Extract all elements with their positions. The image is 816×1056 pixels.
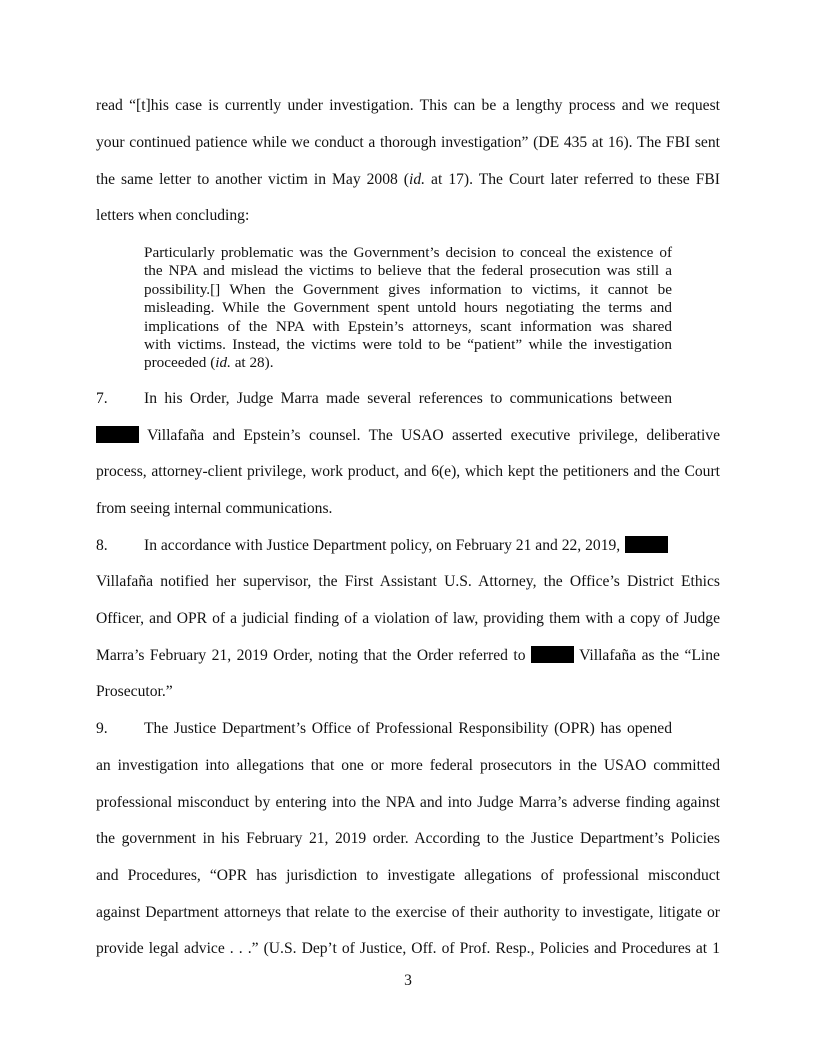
para-8-line-5: Prosecutor.” [96, 683, 173, 700]
para-9-number: 9. [96, 720, 108, 737]
para-8-number: 8. [96, 537, 108, 554]
para-8-line-1 [48, 536, 720, 556]
para-8-line-2: Villafaña notified her supervisor, the First Assistant U.S. Attorney, the Office’s District Ethics [96, 573, 720, 590]
para-8-text-4b: Villafaña as the “Line [573, 647, 720, 664]
para-9-line-5: and Procedures, “OPR has jurisdiction to investigate allegations of professional misconduct [96, 867, 720, 884]
redaction-block [531, 646, 574, 663]
block-quote [144, 244, 672, 373]
intro-line-3 [96, 170, 720, 190]
intro-line-4: letters when concluding: [96, 207, 250, 224]
intro-line-3-a: the same letter to another victim in May 2008 ( [96, 171, 410, 188]
para-9-line-3: professional misconduct by entering into the NPA and into Judge Marra’s adverse finding against [96, 794, 720, 811]
para-7-line-1 [48, 389, 720, 409]
para-8-text-1: In accordance with Justice Department policy, on February 21 and 22, 2019, [144, 537, 621, 554]
para-7-line-3: process, attorney-client privilege, work product, and 6(e), which kept the petitioners and the Court [96, 463, 720, 480]
intro-line-3-b: at 17). The Court later referred to these FBI [425, 171, 720, 188]
quote-last-a: proceeded ( [144, 354, 216, 372]
id-citation: id. [409, 171, 426, 188]
para-9-line-4: the government in his February 21, 2019 order. According to the Justice Department’s Policies [96, 830, 720, 847]
para-8-line-3: Officer, and OPR of a judicial finding of a violation of law, providing them with a copy of Judge [96, 610, 720, 627]
para-7-text-1: In his Order, Judge Marra made several references to communications between [144, 390, 672, 407]
para-8-text-4a: Marra’s February 21, 2019 Order, noting that the Order referred to [96, 647, 531, 664]
para-9-text-1: The Justice Department’s Office of Professional Responsibility (OPR) has opened [144, 720, 672, 737]
para-9-line-6: against Department attorneys that relate to the exercise of their authority to investigate, litigate or [96, 904, 720, 921]
page-number: 3 [404, 972, 412, 989]
quote-line: with victims. Instead, the victims were told to be “patient” while the investigation [144, 336, 672, 354]
para-9-line-2: an investigation into allegations that one or more federal prosecutors in the USAO committed [96, 757, 720, 774]
para-9-line-1 [48, 719, 720, 739]
para-7-line-4: from seeing internal communications. [96, 500, 333, 517]
intro-line-2: your continued patience while we conduct a thorough investigation” (DE 435 at 16). The FBI sent [96, 134, 720, 151]
para-7-number: 7. [96, 390, 108, 407]
para-7-text-2: Villafaña and Epstein’s counsel. The USAO asserted executive privilege, deliberative [139, 427, 720, 444]
redaction-block [625, 536, 668, 553]
quote-line: the NPA and mislead the victims to believe that the federal prosecution was still a [144, 262, 672, 280]
quote-line: Particularly problematic was the Government’s decision to conceal the existence of [144, 244, 672, 261]
quote-last-b: at 28). [230, 354, 274, 372]
para-7-line-2 [96, 426, 720, 446]
quote-line-last [144, 354, 672, 372]
quote-line: implications of the NPA with Epstein’s attorneys, scant information was shared [144, 317, 672, 335]
para-9-line-7: provide legal advice . . .” (U.S. Dep’t of Justice, Off. of Prof. Resp., Policies and Procedures at 1 [96, 940, 720, 957]
quote-id-citation: id. [215, 354, 231, 372]
redaction-block [96, 426, 139, 443]
para-8-line-4 [96, 646, 720, 666]
quote-line: misleading. While the Government spent untold hours negotiating the terms and [144, 299, 672, 317]
intro-line-1: read “[t]his case is currently under investigation. This can be a lengthy process and we request [96, 97, 720, 114]
quote-line: possibility.[] When the Government gives information to victims, it cannot be [144, 280, 672, 298]
